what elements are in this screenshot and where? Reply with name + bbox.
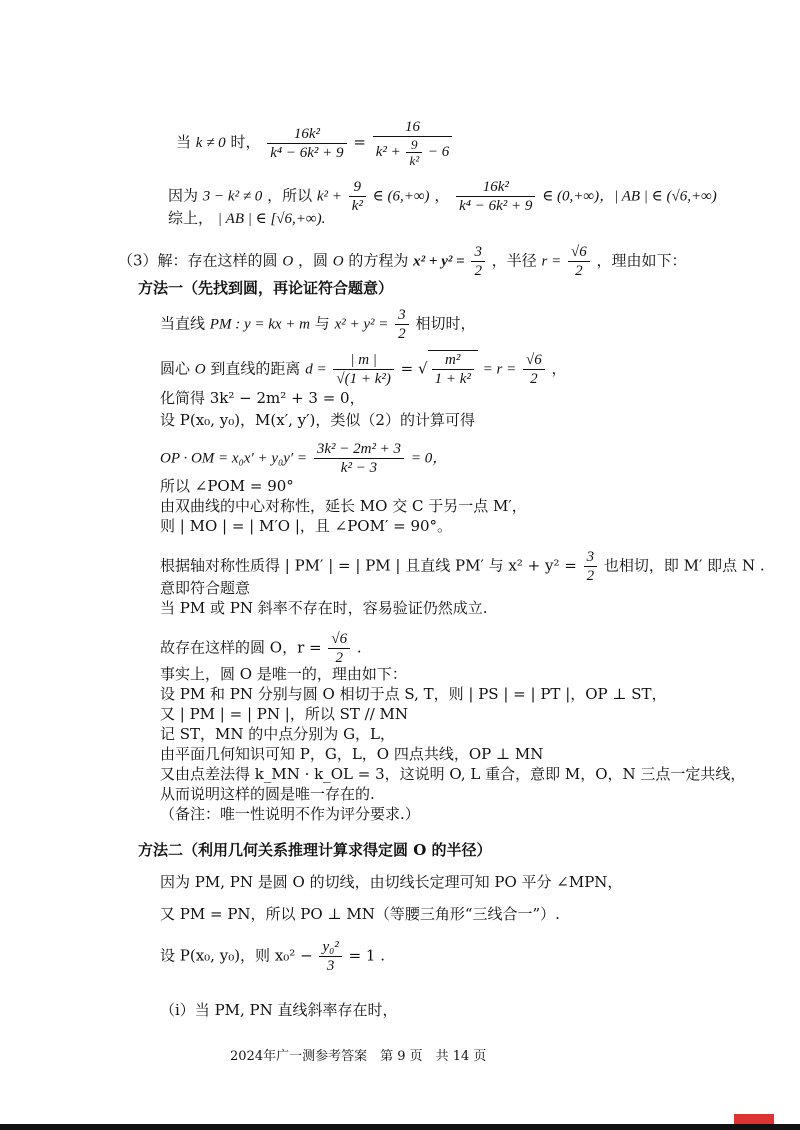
text: 相切时，	[415, 314, 476, 333]
denominator: k²	[406, 152, 422, 168]
fraction	[432, 351, 474, 388]
denominator: k²	[349, 196, 366, 215]
fraction	[328, 630, 350, 667]
denominator: 2	[395, 324, 409, 343]
math: | AB | ∈ [√6,+∞).	[217, 211, 326, 227]
math: PM : y = kx + m	[209, 316, 310, 333]
math: r =	[541, 253, 562, 270]
text: ，	[551, 359, 567, 378]
m1-line-symmetry: 由双曲线的中心对称性，延长 MO 交 C 于另一点 M′，	[160, 497, 527, 515]
denominator: 2	[584, 566, 598, 585]
math: ∈ (0,+∞)，| AB | ∈ (√6,+∞)	[542, 188, 717, 205]
denominator: 3	[319, 956, 341, 975]
numerator: √6	[526, 352, 542, 368]
text: 综上，	[168, 209, 214, 227]
m1-line-unique-conclusion: 从而说明这样的圆是唯一存在的.	[160, 785, 375, 803]
denominator: √(1 + k²)	[333, 369, 394, 388]
numerator: 16	[404, 119, 420, 135]
m1-line-tangent	[160, 306, 475, 343]
bottom-border	[0, 1124, 800, 1130]
denominator	[373, 136, 453, 168]
denominator-part: k² +	[375, 143, 401, 160]
denominator: 2	[471, 261, 485, 280]
text: ，所以	[267, 186, 313, 205]
text: 当	[176, 133, 192, 151]
text: ，圆	[297, 251, 328, 270]
m1-line-tangent-points: 设 PM 和 PN 分别与圆 O 相切于点 S, T，则 | PS | = | PT |，OP ⊥ ST，	[160, 685, 667, 703]
fraction	[349, 178, 366, 215]
denominator: k² − 3	[314, 458, 404, 477]
numerator: 3	[586, 549, 595, 565]
numerator: y₀²	[322, 939, 339, 955]
m1-line-point-difference: 又由点差法得 k_MN · k_OL = 3，这说明 O, L 重合，意即 M，O，N 三点一定共线，	[160, 765, 746, 783]
m1-line-collinear: 由平面几何知识可知 P，G，L，O 四点共线，OP ⊥ MN	[160, 745, 544, 763]
fraction	[267, 125, 346, 162]
denominator-part: − 6	[427, 143, 450, 160]
corner-stamp	[734, 1114, 774, 1124]
text: 与	[314, 314, 330, 333]
text: 圆心	[160, 359, 191, 378]
sqrt: √ $\frac{\text{m²}}{\text{1 + k²}}$	[418, 350, 478, 388]
text: 的方程为	[348, 251, 409, 270]
denominator: 2	[568, 261, 590, 280]
m1-line-exists	[160, 630, 362, 667]
inner-fraction	[406, 137, 422, 168]
fraction	[373, 118, 453, 168]
text: = 1 .	[348, 946, 386, 965]
math: ∈ (6,+∞)	[372, 188, 430, 205]
m1-line-simplify: 化简得 3k² − 2m² + 3 = 0，	[160, 389, 365, 407]
m2-line-set-p	[160, 938, 385, 975]
m1-line-midpoints: 记 ST，MN 的中点分别为 G，L，	[160, 725, 396, 743]
math: k² +	[316, 188, 342, 205]
denominator: k⁴ − 6k² + 9	[456, 196, 535, 215]
numerator: 16k²	[293, 125, 320, 142]
math: O	[282, 253, 294, 270]
m2-line-tangent: 因为 PM, PN 是圆 O 的切线，由切线长定理可知 PO 平分 ∠MPN，	[160, 873, 623, 891]
m1-line-axis-symmetry	[160, 548, 765, 585]
m1-line-unique: 事实上，圆 O 是唯一的，理由如下：	[160, 665, 407, 683]
text: 根据轴对称性质得 | PM′ | = | PM | 且直线 PM′ 与 x² + y² =	[160, 556, 577, 575]
numerator: 3	[474, 244, 482, 260]
text: ，理由如下：	[596, 251, 687, 270]
fraction	[395, 306, 409, 343]
text: 当直线	[160, 314, 206, 333]
denominator: 2	[328, 648, 350, 667]
m1-line-angle: 所以 ∠POM = 90°	[160, 477, 294, 495]
numerator: √6	[331, 631, 348, 647]
m1-line-parallel: 又 | PM | = | PN |，所以 ST // MN	[160, 705, 409, 723]
text: 到直线的距离	[210, 359, 301, 378]
denominator: 1 + k²	[432, 369, 474, 388]
math: x² + y² =	[413, 253, 465, 270]
text: 故存在这样的圆 O，r =	[160, 638, 322, 657]
math: O	[332, 253, 344, 270]
fraction	[523, 351, 545, 388]
m1-line-set-points: 设 P(x₀, y₀)，M(x′, y′)，类似（2）的计算可得	[160, 411, 475, 429]
method-2-title: 方法二（利用几何关系推理计算求得定圆 O 的半径）	[138, 841, 492, 859]
math: 3 − k² ≠ 0	[202, 188, 263, 205]
denominator: 2	[523, 369, 545, 388]
page-footer: 2024年广一测参考答案 第 9 页 共 14 页	[230, 1049, 487, 1064]
fraction	[568, 243, 590, 280]
part-3-answer	[118, 243, 687, 280]
fraction	[333, 351, 394, 388]
numerator: 9	[353, 179, 362, 195]
numerator: 16k²	[482, 179, 509, 195]
equals: =	[353, 133, 366, 151]
numerator: √6	[571, 244, 587, 260]
numerator: m²	[445, 352, 461, 368]
fraction	[319, 938, 341, 975]
text: 设 P(x₀, y₀)，则 x₀² −	[160, 946, 313, 965]
math: = 0，	[410, 450, 448, 467]
text: ，	[434, 186, 450, 205]
math: k ≠ 0	[195, 135, 226, 151]
numerator: | m |	[350, 352, 377, 368]
text: 时，	[230, 133, 261, 151]
m1-line-dot-product	[160, 440, 447, 477]
m1-line-note: （备注：唯一性说明不作为评分要求.）	[160, 805, 420, 823]
text: 因为	[168, 186, 199, 205]
text: ，半径	[491, 251, 537, 270]
math: O	[194, 361, 206, 378]
math: d =	[305, 361, 327, 378]
fraction	[471, 243, 485, 280]
numerator: 3k² − 2m² + 3	[316, 441, 402, 457]
m1-line-equal: 则 | MO | = | M′O |，且 ∠POM′ = 90°。	[160, 517, 453, 535]
equals: =	[400, 359, 414, 378]
line-conclusion	[168, 208, 325, 229]
m2-line-perpendicular: 又 PM = PN，所以 PO ⊥ MN（等腰三角形“三线合一”）.	[160, 905, 560, 923]
fraction	[584, 548, 598, 585]
text: .	[356, 638, 362, 657]
fraction	[314, 440, 404, 477]
text: 也相切，即 M′ 即点 N .	[603, 556, 765, 575]
m2-line-case-i: （i）当 PM, PN 直线斜率存在时，	[160, 1001, 398, 1019]
m1-line-slope-none: 当 PM 或 PN 斜率不存在时，容易验证仍然成立.	[160, 599, 488, 617]
math: x² + y² =	[334, 316, 389, 333]
method-1-title: 方法一（先找到圆，再论证符合题意）	[138, 279, 394, 297]
m1-line-distance	[160, 350, 567, 388]
math: = r =	[482, 361, 517, 378]
fraction	[456, 178, 535, 215]
m1-line-meets: 意即符合题意	[160, 579, 251, 597]
numerator: 9	[411, 137, 418, 152]
denominator: k⁴ − 6k² + 9	[267, 143, 346, 162]
line-k-nonzero	[176, 118, 454, 168]
math: OP · OM = x₀x′ + y₀y′ =	[160, 450, 308, 467]
text: （3）解：存在这样的圆	[118, 251, 278, 270]
numerator: 3	[398, 307, 406, 323]
